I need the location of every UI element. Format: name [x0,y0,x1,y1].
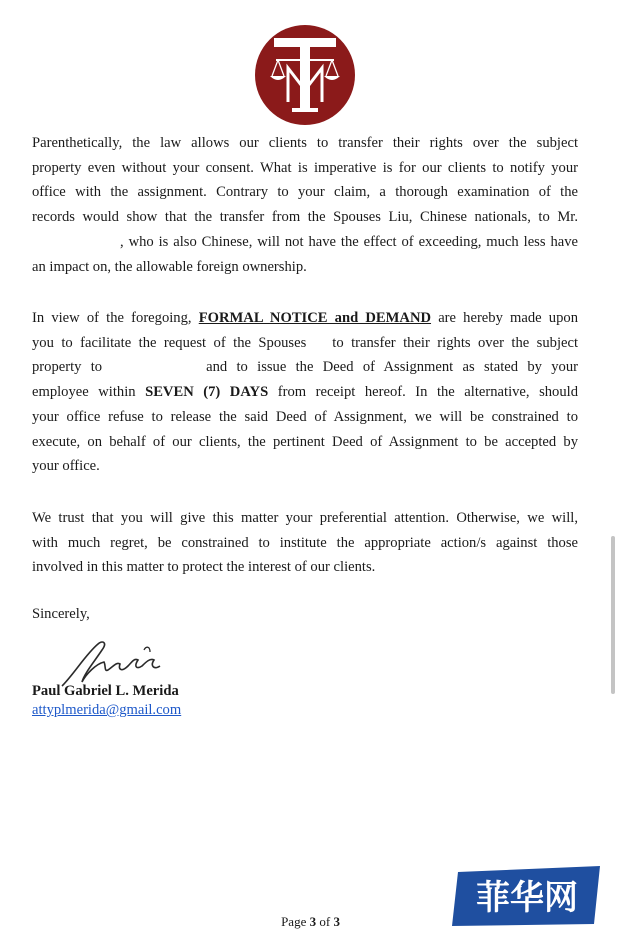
text-line: you to facilitate the request of the Spouses to transfer their rights over the subject [32,334,579,351]
text-line: We trust that you will give this matter your preferential attention. Otherwise, we will, [32,510,578,526]
paragraph-formal-demand [32,306,578,479]
deadline-emphasis: SEVEN (7) DAYS [145,384,269,401]
text-line: In view of the foregoing, FORMAL NOTICE and DEMAND are hereby made upon [32,310,578,326]
email-link[interactable]: attyplmerida@gmail.com [32,702,182,718]
text-line: office with the assignment. Contrary to your claim, a thorough examination of the [32,184,578,201]
handwritten-signature [22,628,212,690]
text-line: employee within SEVEN (7) DAYS from receipt hereof. In the alternative, should [32,384,578,401]
page-number: Page 3 of 3 [281,914,340,929]
text-line: property even without your consent. What is imperative is for our clients to notify your [32,159,578,176]
text-line: , who is also Chinese, will not have the effect of exceeding, much less have [120,233,578,250]
text-line: records would show that the transfer from the Spouses Liu, Chinese nationals, to Mr. [32,209,578,226]
paragraph-consent [32,131,578,279]
watermark-text: 菲华网 [476,878,578,918]
law-firm-logo [254,24,356,126]
text-line: an impact on, the allowable foreign ownership. [32,258,307,275]
vertical-scrollbar[interactable] [611,536,615,694]
text-line: your office. [32,458,100,475]
paragraph-closing [32,506,578,580]
text-line: execute, on behalf of our clients, the pertinent Deed of Assignment to be accepted by [32,433,578,450]
text-line: involved in this matter to protect the interest of our clients. [32,559,376,576]
text-line: with much regret, be constrained to institute the appropriate action/s against those [32,534,578,551]
sign-off: Sincerely, [32,606,90,622]
text-line: Parenthetically, the law allows our clients to transfer their rights over the subject [32,135,578,151]
formal-notice-emphasis: FORMAL NOTICE and DEMAND [198,310,432,326]
text-line: property to and to issue the Deed of Assignment as stated by your [32,359,578,376]
site-watermark [444,862,610,930]
signatory-name: Paul Gabriel L. Merida [32,683,179,699]
text-line: your office refuse to release the said Deed of Assignment, we will be constrained to [32,408,578,425]
